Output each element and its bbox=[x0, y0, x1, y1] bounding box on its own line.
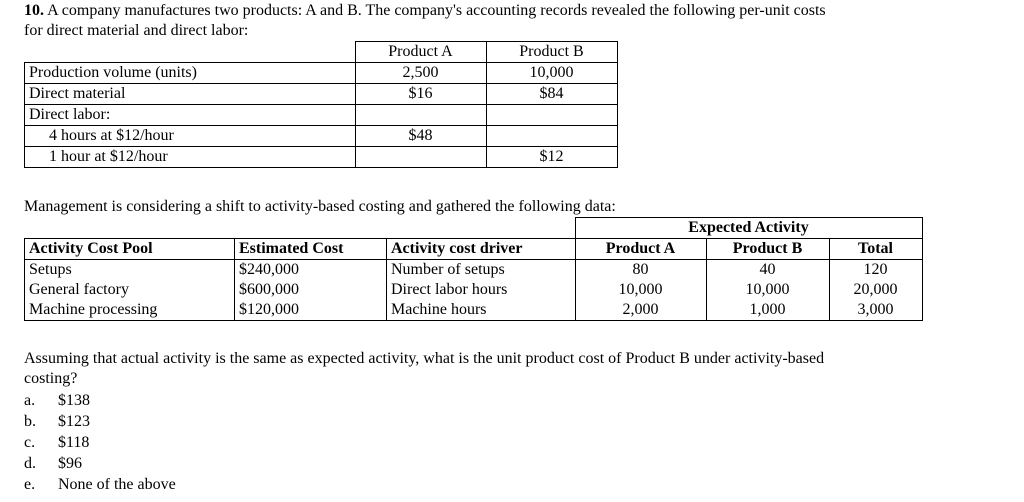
option-text: $118 bbox=[58, 434, 90, 451]
option-text: $123 bbox=[58, 413, 90, 430]
t1-cell-b: 10,000 bbox=[486, 63, 617, 84]
t2-cell-pool: Setups bbox=[25, 260, 235, 281]
t2-group-blank bbox=[25, 218, 235, 239]
option-b bbox=[24, 412, 90, 432]
option-letter: b. bbox=[24, 413, 36, 430]
prompt-line-2: costing? bbox=[24, 370, 78, 387]
t2-cell-cost: $240,000 bbox=[235, 260, 387, 281]
option-d bbox=[24, 454, 82, 474]
t2-cell-pool: General factory bbox=[25, 280, 235, 300]
option-letter: c. bbox=[24, 434, 36, 451]
prompt-line-1: Assuming that actual activity is the same as expected activity, what is the unit product cost of Product B under activity-based bbox=[24, 350, 825, 367]
t2-cell-driver: Machine hours bbox=[387, 300, 576, 321]
t2-cell-a: 80 bbox=[575, 260, 706, 281]
option-letter: e. bbox=[24, 476, 36, 493]
t2-header-driver: Activity cost driver bbox=[387, 239, 576, 260]
question-line-2: for direct material and direct labor: bbox=[24, 22, 249, 39]
question-number: 10. bbox=[24, 2, 44, 19]
t2-cell-pool: Machine processing bbox=[25, 300, 235, 321]
t2-cell-total: 120 bbox=[829, 260, 922, 281]
option-a bbox=[24, 391, 90, 411]
t2-header-total: Total bbox=[829, 239, 922, 260]
t2-cell-a: 10,000 bbox=[575, 280, 706, 300]
t1-cell-a: 2,500 bbox=[355, 63, 486, 84]
option-e bbox=[24, 475, 176, 495]
t2-cell-a: 2,000 bbox=[575, 300, 706, 321]
per-unit-cost-table bbox=[24, 41, 618, 168]
t2-cell-cost: $120,000 bbox=[235, 300, 387, 321]
t1-row-label: Direct material bbox=[25, 84, 356, 105]
t1-cell-a bbox=[355, 105, 486, 126]
t1-cell-a bbox=[355, 147, 486, 168]
t2-header-product-b: Product B bbox=[706, 239, 829, 260]
t2-group-blank bbox=[387, 218, 576, 239]
t1-cell-a: $16 bbox=[355, 84, 486, 105]
t2-group-blank bbox=[235, 218, 387, 239]
t1-row-label: 4 hours at $12/hour bbox=[25, 126, 356, 147]
t1-header-blank bbox=[25, 42, 356, 63]
question-text-1: A company manufactures two products: A and B. The company's accounting records revealed the following per-unit costs bbox=[47, 2, 826, 19]
option-text: None of the above bbox=[58, 476, 176, 493]
t2-cell-cost: $600,000 bbox=[235, 280, 387, 300]
t2-cell-total: 20,000 bbox=[829, 280, 922, 300]
t2-cell-b: 10,000 bbox=[706, 280, 829, 300]
t1-header-product-b: Product B bbox=[486, 42, 617, 63]
t2-cell-b: 40 bbox=[706, 260, 829, 281]
option-text: $138 bbox=[58, 392, 90, 409]
t2-header-pool: Activity Cost Pool bbox=[25, 239, 235, 260]
t1-cell-a: $48 bbox=[355, 126, 486, 147]
t2-cell-driver: Number of setups bbox=[387, 260, 576, 281]
t1-cell-b bbox=[486, 126, 617, 147]
t1-row-label: Direct labor: bbox=[25, 105, 356, 126]
option-letter: a. bbox=[24, 392, 36, 409]
t1-cell-b: $12 bbox=[486, 147, 617, 168]
t2-cell-b: 1,000 bbox=[706, 300, 829, 321]
expected-activity-header: Expected Activity bbox=[575, 218, 922, 239]
t2-cell-total: 3,000 bbox=[829, 300, 922, 321]
t1-cell-b: $84 bbox=[486, 84, 617, 105]
t1-cell-b bbox=[486, 105, 617, 126]
activity-cost-table bbox=[24, 217, 923, 321]
t2-cell-driver: Direct labor hours bbox=[387, 280, 576, 300]
option-text: $96 bbox=[58, 455, 82, 472]
t2-header-product-a: Product A bbox=[575, 239, 706, 260]
question-line-1 bbox=[24, 1, 826, 21]
t1-row-label: Production volume (units) bbox=[25, 63, 356, 84]
t1-header-product-a: Product A bbox=[355, 42, 486, 63]
management-text: Management is considering a shift to activity-based costing and gathered the following data: bbox=[24, 198, 616, 215]
t1-row-label: 1 hour at $12/hour bbox=[25, 147, 356, 168]
option-letter: d. bbox=[24, 455, 36, 472]
t2-header-cost: Estimated Cost bbox=[235, 239, 387, 260]
option-c bbox=[24, 433, 89, 453]
